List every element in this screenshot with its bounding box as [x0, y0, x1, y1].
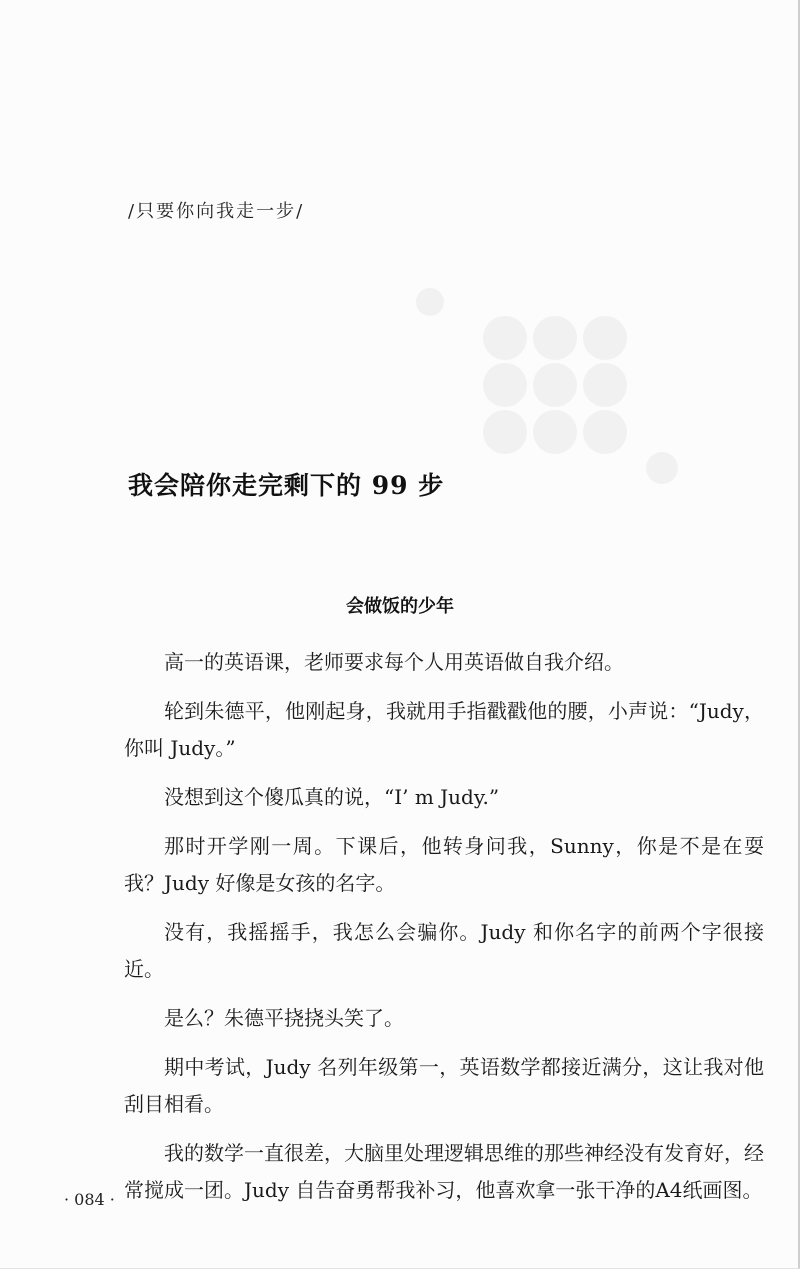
paragraph: 轮到朱德平，他刚起身，我就用手指戳戳他的腰，小声说：“Judy，你叫 Judy。” [124, 699, 764, 760]
paragraph: 我的数学一直很差，大脑里处理逻辑思维的那些神经没有发育好，经常搅成一团。Judy 自告奋勇帮我补习，他喜欢拿一张干净的A4纸画图。 [124, 1141, 764, 1202]
paragraph: 那时开学刚一周。下课后，他转身问我，Sunny，你是不是在耍我？Judy 好像是女孩的名字。 [124, 834, 764, 895]
faint-decoration-icon [410, 280, 690, 500]
paragraph: 没有，我摇摇手，我怎么会骗你。Judy 和你名字的前两个字很接近。 [124, 920, 764, 981]
paragraph: 是么？朱德平挠挠头笑了。 [164, 1006, 404, 1030]
paragraph: 高一的英语课，老师要求每个人用英语做自我介绍。 [164, 650, 624, 674]
running-head: /只要你向我走一步/ [128, 201, 305, 222]
body-text [124, 644, 764, 1221]
section-title: 会做饭的少年 [346, 596, 454, 617]
page-number: · 084 · [64, 1190, 115, 1209]
paragraph: 没想到这个傻瓜真的说，“I’ m Judy.” [164, 785, 500, 809]
chapter-title: 我会陪你走完剩下的 99 步 [128, 471, 445, 500]
paragraph: 期中考试，Judy 名列年级第一，英语数学都接近满分，这让我对他刮目相看。 [124, 1055, 764, 1116]
